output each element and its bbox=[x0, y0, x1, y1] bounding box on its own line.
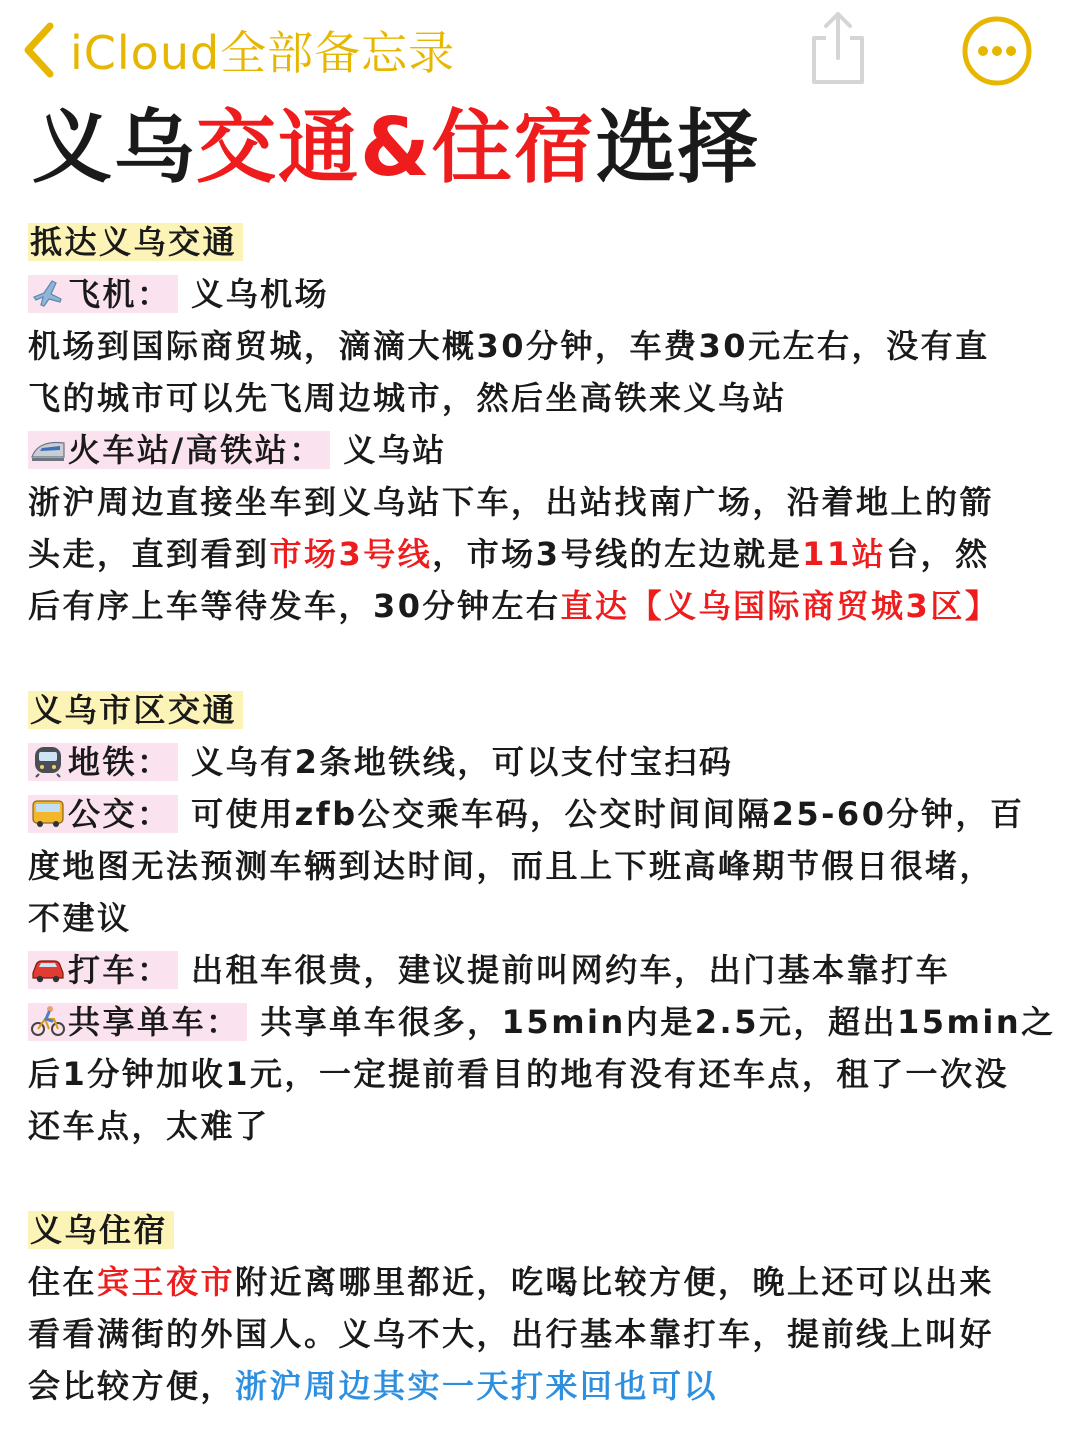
bike-desc-line-3: 还车点，太难了 bbox=[28, 1107, 270, 1145]
train-row bbox=[28, 424, 1058, 476]
metro-row bbox=[28, 736, 1058, 788]
stay-desc-line-1 bbox=[28, 1256, 1058, 1308]
train-label-chip bbox=[28, 431, 330, 469]
taxi-label: 打车： bbox=[68, 951, 172, 989]
train-desc-line-3 bbox=[28, 580, 1058, 632]
note-body bbox=[28, 216, 1058, 1412]
chevron-left-icon bbox=[22, 22, 56, 78]
taxi-row bbox=[28, 944, 1058, 996]
train-label: 火车站/高铁站： bbox=[68, 431, 324, 469]
text-segment: 头走，直到看到 bbox=[28, 535, 270, 573]
cyclist-icon bbox=[30, 1003, 66, 1039]
car-icon bbox=[30, 951, 66, 987]
heading-text: 抵达义乌交通 bbox=[28, 223, 243, 261]
highlight-market-line-3: 市场3号线 bbox=[269, 535, 433, 573]
highlight-direct-destination: 直达【义乌国际商贸城3区】 bbox=[560, 587, 1000, 625]
more-button[interactable] bbox=[960, 14, 1034, 88]
section-heading-city bbox=[28, 684, 1058, 736]
stay-desc-line-2: 看看满街的外国人。义乌不大，出行基本靠打车，提前线上叫好 bbox=[28, 1315, 995, 1353]
text-segment: 住在 bbox=[28, 1263, 98, 1301]
bus-desc-line-2: 度地图无法预测车辆到达时间，而且上下班高峰期节假日很堵， bbox=[28, 847, 995, 885]
taxi-value: 出租车很贵，建议提前叫网约车，出门基本靠打车 bbox=[191, 951, 951, 989]
bullet-train-icon bbox=[30, 431, 66, 467]
section-heading-stay bbox=[28, 1204, 1058, 1256]
ellipsis-circle-icon bbox=[960, 73, 1034, 92]
share-button[interactable] bbox=[806, 8, 870, 88]
bus-label: 公交： bbox=[68, 795, 172, 833]
metro-label: 地铁： bbox=[68, 743, 172, 781]
highlight-platform-11: 11站 bbox=[802, 535, 887, 573]
bus-label-chip bbox=[28, 795, 178, 833]
plane-desc-line-1: 机场到国际商贸城，滴滴大概30分钟，车费30元左右，没有直 bbox=[28, 327, 990, 365]
text-segment: 附近离哪里都近，吃喝比较方便，晚上还可以出来 bbox=[235, 1263, 995, 1301]
plane-label: 飞机： bbox=[68, 275, 172, 313]
text-segment: 会比较方便， bbox=[28, 1367, 236, 1405]
back-label: iCloud全部备忘录 bbox=[70, 26, 456, 80]
text-segment: 后有序上车等待发车，30分钟左右 bbox=[28, 587, 561, 625]
train-value: 义乌站 bbox=[343, 431, 447, 469]
bike-value: 共享单车很多，15min内是2.5元，超出15min之 bbox=[260, 1003, 1056, 1041]
spacer bbox=[28, 1152, 1058, 1204]
train-desc-line-2 bbox=[28, 528, 1058, 580]
section-heading-arrival bbox=[28, 216, 1058, 268]
metro-value: 义乌有2条地铁线，可以支付宝扫码 bbox=[191, 743, 734, 781]
bus-desc-line-3: 不建议 bbox=[28, 899, 132, 937]
title-part-2-highlight: 交通&住宿 bbox=[196, 101, 596, 194]
back-button[interactable] bbox=[22, 18, 455, 82]
text-segment: 台，然 bbox=[886, 535, 990, 573]
metro-icon bbox=[30, 743, 66, 779]
page-title bbox=[32, 100, 760, 196]
highlight-day-trip-note: 浙沪周边其实一天打来回也可以 bbox=[235, 1367, 719, 1405]
plane-desc-line-2: 飞的城市可以先飞周边城市，然后坐高铁来义乌站 bbox=[28, 379, 788, 417]
plane-value: 义乌机场 bbox=[191, 275, 330, 313]
bus-row bbox=[28, 788, 1058, 840]
airplane-icon bbox=[30, 275, 66, 311]
bike-label-chip bbox=[28, 1003, 247, 1041]
heading-text: 义乌住宿 bbox=[28, 1211, 174, 1249]
plane-label-chip bbox=[28, 275, 178, 313]
metro-label-chip bbox=[28, 743, 178, 781]
train-desc-line-1: 浙沪周边直接坐车到义乌站下车，出站找南广场，沿着地上的箭 bbox=[28, 483, 995, 521]
spacer bbox=[28, 632, 1058, 684]
plane-row bbox=[28, 268, 1058, 320]
title-part-1: 义乌 bbox=[32, 101, 196, 194]
bus-icon bbox=[30, 795, 66, 831]
bike-label: 共享单车： bbox=[68, 1003, 241, 1041]
title-part-3: 选择 bbox=[595, 101, 760, 194]
bike-row bbox=[28, 996, 1058, 1048]
stay-desc-line-3 bbox=[28, 1360, 1058, 1412]
text-segment: ，市场3号线的左边就是 bbox=[432, 535, 803, 573]
heading-text: 义乌市区交通 bbox=[28, 691, 243, 729]
bus-value: 可使用zfb公交乘车码，公交时间间隔25-60分钟，百 bbox=[191, 795, 1025, 833]
bike-desc-line-2: 后1分钟加收1元，一定提前看目的地有没有还车点，租了一次没 bbox=[28, 1055, 1010, 1093]
nav-bar bbox=[0, 0, 1080, 100]
taxi-label-chip bbox=[28, 951, 178, 989]
highlight-binwang-night-market: 宾王夜市 bbox=[97, 1263, 236, 1301]
share-icon bbox=[806, 73, 870, 92]
